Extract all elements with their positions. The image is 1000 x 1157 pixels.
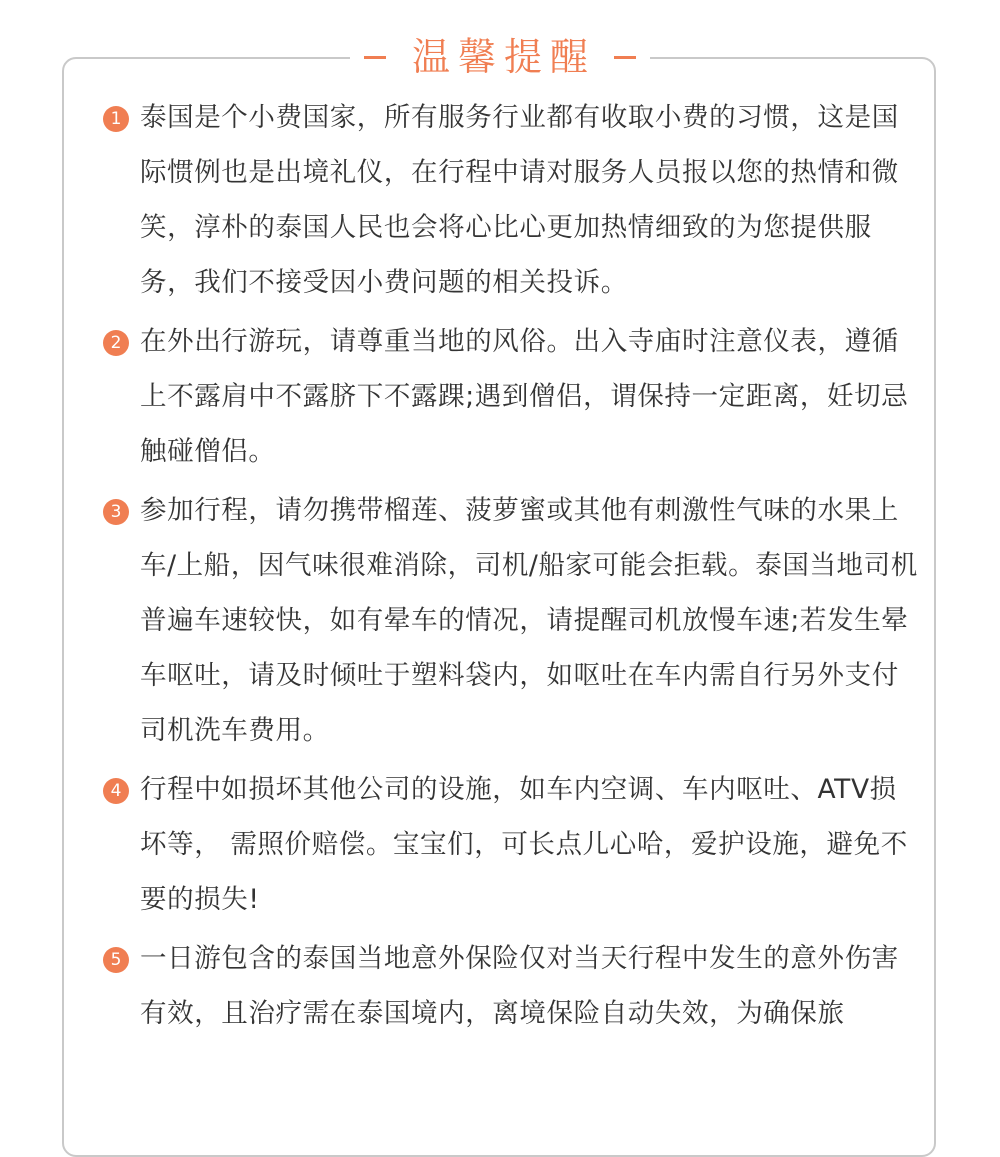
notice-item-2 [103, 314, 918, 479]
notice-title: 温馨提醒 [411, 35, 596, 79]
notice-item-text: 一日游包含的泰国当地意外保险仅对当天行程中发生的意外伤害有效，且治疗需在泰国境内，离境保险自动失效，为确保旅 [140, 943, 899, 1029]
notice-item-text: 参加行程，请勿携带榴莲、菠萝蜜或其他有刺激性气味的水果上车/上船，因气味很难消除，司机/船家可能会拒载。泰国当地司机普遍车速较快，如有晕车的情况，请提醒司机放慢车速;若发生晕车呕吐，请及时倾吐于塑料袋内，如呕吐在车内需自行另外支付司机洗车费用。 [140, 495, 918, 746]
title-right-dash [614, 56, 636, 59]
number-badge-icon: 5 [103, 947, 129, 973]
notice-item-text: 在外出行游玩，请尊重当地的风俗。出入寺庙时注意仪表，遵循上不露肩中不露脐下不露踝;遇到僧侣，谓保持一定距离，妊切忌触碰僧侣。 [140, 326, 909, 467]
notice-item-text: 行程中如损坏其他公司的设施，如车内空调、车内呕吐、ATV损坏等， 需照价赔偿。宝宝们，可长点儿心哈，爱护设施，避免不要的损失! [140, 774, 908, 915]
notice-list [103, 90, 918, 1045]
title-left-dash [364, 56, 386, 59]
number-badge-icon: 1 [103, 106, 129, 132]
notice-item-3 [103, 483, 918, 758]
notice-item-4 [103, 762, 918, 927]
number-badge-icon: 4 [103, 778, 129, 804]
notice-item-5 [103, 931, 918, 1041]
number-badge-icon: 2 [103, 330, 129, 356]
notice-item-text: 泰国是个小费国家，所有服务行业都有收取小费的习惯，这是国际惯例也是出境礼仪，在行程中请对服务人员报以您的热情和微笑，淳朴的泰国人民也会将心比心更加热情细致的为您提供服务，我们不接受因小费问题的相关投诉。 [140, 102, 899, 298]
number-badge-icon: 3 [103, 499, 129, 525]
notice-item-1 [103, 90, 918, 310]
notice-header [0, 30, 1000, 84]
notice-header-inner [350, 30, 650, 84]
